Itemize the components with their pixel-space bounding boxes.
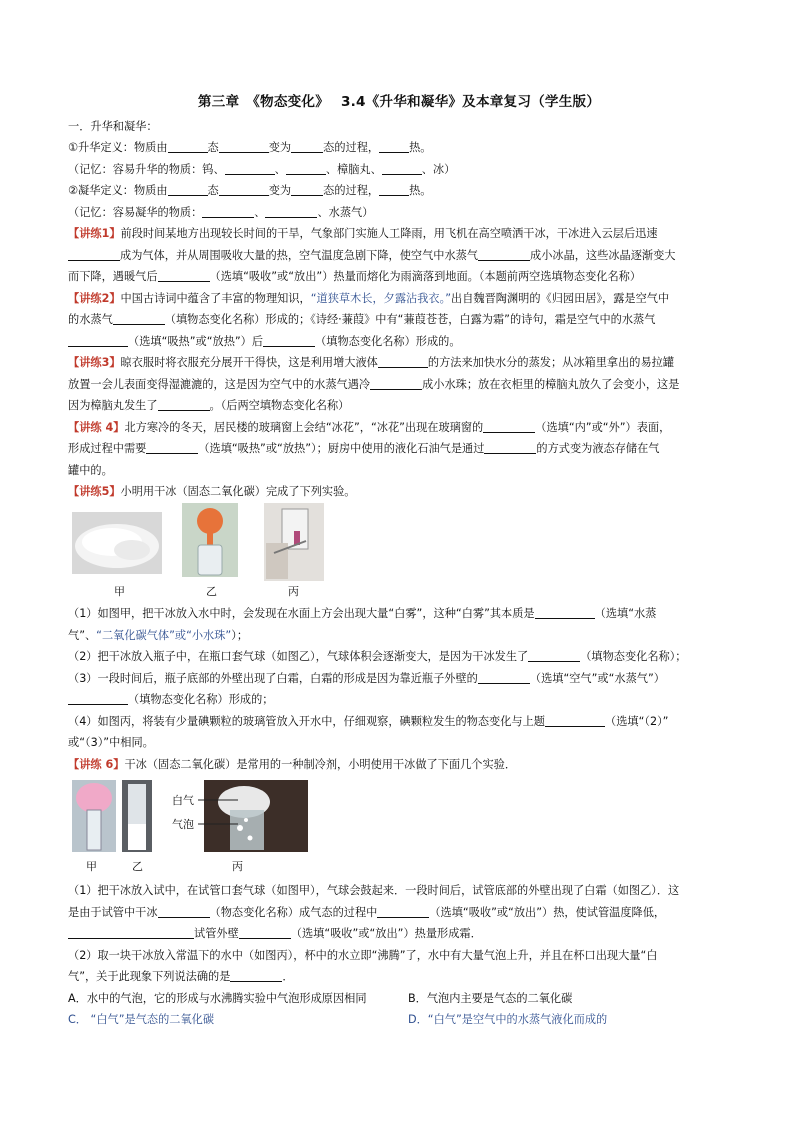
- figure-caption: 乙: [132, 860, 143, 873]
- answer-blank[interactable]: [478, 246, 530, 261]
- exercise-tag: 【讲练1】: [68, 227, 121, 240]
- answer-blank[interactable]: [370, 375, 422, 390]
- answer-blank[interactable]: [379, 138, 409, 153]
- answer-blank[interactable]: [168, 181, 208, 196]
- exercise-tag: 【讲练2】: [68, 291, 121, 305]
- answer-blank[interactable]: [158, 903, 210, 918]
- label-baiqi: 白气: [172, 794, 194, 807]
- exercise-1: 【讲练1】前段时间某地方出现较长时间的干旱，气象部门实施人工降雨，用飞机在高空喷洒干冰，干冰进入云层后迅速: [68, 227, 658, 240]
- answer-blank[interactable]: [146, 439, 198, 454]
- option-b[interactable]: B．气泡内主要是气态的二氧化碳: [408, 991, 573, 1005]
- answer-blank[interactable]: [286, 160, 326, 175]
- answer-blank[interactable]: [158, 396, 210, 411]
- answer-blank[interactable]: [291, 138, 323, 153]
- figure-caption: 甲: [86, 860, 97, 873]
- answer-blank[interactable]: [378, 353, 428, 368]
- answer-blank[interactable]: [113, 310, 165, 325]
- label-qipao: 气泡: [172, 818, 194, 831]
- option-d[interactable]: D．“白气”是空气中的水蒸气液化而成的: [408, 1013, 608, 1026]
- answer-blank[interactable]: [158, 267, 210, 282]
- exercise-tag: 【讲练 6】: [68, 757, 125, 771]
- answer-blank[interactable]: [239, 924, 291, 939]
- answer-blank[interactable]: [168, 138, 208, 153]
- figure-caption: 丙: [288, 585, 299, 598]
- deposition-memo: （记忆：容易凝华的物质： 、 、水蒸气）: [68, 202, 730, 224]
- answer-blank[interactable]: [265, 203, 317, 218]
- exercise-4: 【讲练 4】北方寒冷的冬天，居民楼的玻璃窗上会结“冰花”，“冰花”出现在玻璃窗的 （选填“内”或“外”）表面，: [68, 417, 730, 439]
- answer-blank[interactable]: [68, 332, 128, 347]
- answer-blank[interactable]: [263, 332, 315, 347]
- answer-blank[interactable]: [484, 439, 536, 454]
- figure-yi-balloon-bottle: [182, 503, 238, 577]
- exercise-tag: 【讲练5】: [68, 485, 121, 498]
- exercise-5-questions: （1）如图甲，把干冰放入水中时，会发现在水面上方会出现大量“白雾”，这种“白雾”其本质是 （选填“水蒸 气”、“二氧化碳气体”或“小水珠”）； （2）把干冰放入瓶子中，在瓶口套气球（如图乙），气球体积会逐渐变大，是因为干冰发生了 （填物态变化名称）； （3）一段时间后，瓶子底部的外壁出现了白霜，白霜的形成是因为靠近瓶子外壁的 （选填“空气”或“水蒸气”） （填物态变化名称）形成的； （4）如图丙，将装有少量碘颗粒的玻璃管放入开水中，仔细观察，碘颗粒发生的物态变化与上题 （选填“（2）” 或“（3）”中相同。 【讲练 6】干冰（固态二氧化碳）是常用的一种制冷剂，小明使用干冰做了下面几个实验．: [68, 603, 730, 775]
- sublimation-memo: （记忆：容易升华的物质：钨、 、 、樟脑丸、 、冰）: [68, 159, 730, 181]
- answer-blank[interactable]: [478, 669, 530, 684]
- page-title: 第三章 《物态变化》 3.4《升华和凝华》及本章复习（学生版）: [197, 94, 601, 110]
- worksheet: 第三章 《物态变化》 3.4《升华和凝华》及本章复习（学生版） 一．升华和凝华： ①升华定义：物质由 态 变为 态的过程， 热。 （记忆：容易升华的物质：钨、 、 、樟脑丸、 、冰） ②凝华定义：物质由 态 变为 态的过程， 热。 （记忆：容易凝华的物质： 、 、水蒸气） 【讲练1】前段时间某地方出现较长时间的干旱，气象部门实施人工降雨，用飞机在高空喷洒干冰，干冰进入云层后迅速 成为气体，并从周围吸收大量的热，空气温度急剧下降，使空气中水蒸气 成小冰晶，这些冰晶逐渐变大 而下降，遇暖气后 （选填“吸收”或“放出”）热量而熔化为雨滴落到地面。（本题前两空选填物态变化名称） 【讲练2】中国古诗词中蕴含了丰富的物理知识，“道狭草木长，夕露沾我衣。”出自魏晋陶渊明的《归园田居》，露是空气中 的水蒸气 （填物态变化名称）形成的；《诗经·蒹葭》中有“蒹葭苍苍，白露为霜”的诗句，霜是空气中的水蒸气 （选填“吸热”或“放热”）后 （填物态变化名称）形成的。 【讲练3】晾衣服时将衣服充分展开干得快，这是利用增大液体 的方法来加快水分的蒸发；从冰箱里拿出的易拉罐 放置一会儿表面变得湿漉漉的，这是因为空气中的水蒸气遇冷 成小水珠；放在衣柜里的樟脑丸放久了会变小，这是 因为樟脑丸发生了 。（后两空填物态变化名称） 【讲练 4】北方寒冷的冬天，居民楼的玻璃窗上会结“冰花”，“冰花”出现在玻璃窗的 （选填“内”或“外”）表面， 形成过程中需要 （选填“吸热”或“放热”）；厨房中使用的液化石油气是通过 的方式变为液态存储在气 罐中的。 【讲练5】小明用干冰（固态二氧化碳）完成了下列实验。: [68, 92, 730, 503]
- answer-blank[interactable]: [528, 647, 580, 662]
- figure-yi-frost-tube: [122, 780, 152, 852]
- answer-blank[interactable]: [68, 924, 194, 939]
- answer-blank[interactable]: [68, 690, 128, 705]
- answer-blank[interactable]: [535, 604, 595, 619]
- figure-caption: 丙: [232, 860, 243, 873]
- answer-blank[interactable]: [219, 138, 269, 153]
- option-c[interactable]: C． “白气”是气态的二氧化碳: [68, 1013, 215, 1026]
- answer-blank[interactable]: [545, 712, 605, 727]
- answer-blank[interactable]: [219, 181, 269, 196]
- figure-jia-dry-ice-fog: [72, 512, 162, 574]
- answer-blank[interactable]: [68, 246, 120, 261]
- answer-blank[interactable]: [483, 418, 535, 433]
- deposition-definition: ②凝华定义：物质由 态 变为 态的过程， 热。: [68, 180, 730, 202]
- answer-blank[interactable]: [291, 181, 323, 196]
- figure-jia-balloon-tube: [72, 780, 116, 852]
- answer-blank[interactable]: [225, 160, 275, 175]
- answer-blank[interactable]: [379, 181, 409, 196]
- exercise-5: 【讲练5】小明用干冰（固态二氧化碳）完成了下列实验。: [68, 485, 356, 498]
- exercise-3: 【讲练3】晾衣服时将衣服充分展开干得快，这是利用增大液体 的方法来加快水分的蒸发；从冰箱里拿出的易拉罐: [68, 352, 730, 374]
- exercise-tag: 【讲练3】: [68, 356, 121, 369]
- option-a[interactable]: A．水中的气泡，它的形成与水沸腾实验中气泡形成原因相同: [68, 991, 367, 1005]
- figure-caption: 乙: [206, 585, 217, 598]
- figure-bing-iodine-tube: [264, 503, 324, 581]
- answer-blank[interactable]: [230, 967, 282, 982]
- figure-caption: 甲: [114, 585, 125, 598]
- exercise-6: 【讲练 6】干冰（固态二氧化碳）是常用的一种制冷剂，小明使用干冰做了下面几个实验．: [68, 757, 517, 771]
- sublimation-definition: ①升华定义：物质由 态 变为 态的过程， 热。: [68, 137, 730, 159]
- exercise-tag: 【讲练 4】: [68, 420, 125, 434]
- answer-blank[interactable]: [382, 160, 422, 175]
- exercise-6-questions: （1）把干冰放入试中，在试管口套气球（如图甲），气球会鼓起来．一段时间后，试管底部的外壁出现了白霜（如图乙）．这 是由于试管中干冰 （物态变化名称）成气态的过程中 （选填“吸收”或“放出”）热，使试管温度降低， 试管外壁 （选填“吸收”或“放出”）热量形成霜． （2）取一块干冰放入常温下的水中（如图丙），杯中的水立即“沸腾”了，水中有大量气泡上升，并且在杯口出现大量“白 气”，关于此现象下列说法确的是 ． A．水中的气泡，它的形成与水沸腾实验中气泡形成原因相同 B．气泡内主要是气态的二氧化碳 C． “白气”是气态的二氧化碳 D．“白气”是空气中的水蒸气液化而成的: [68, 880, 730, 1031]
- label-pointer-lines: [198, 798, 240, 830]
- exercise-2: 【讲练2】中国古诗词中蕴含了丰富的物理知识，“道狭草木长，夕露沾我衣。”出自魏晋陶渊明的《归园田居》，露是空气中: [68, 291, 670, 305]
- answer-blank[interactable]: [377, 903, 429, 918]
- section-heading: 一．升华和凝华：: [68, 119, 158, 133]
- answer-blank[interactable]: [202, 203, 254, 218]
